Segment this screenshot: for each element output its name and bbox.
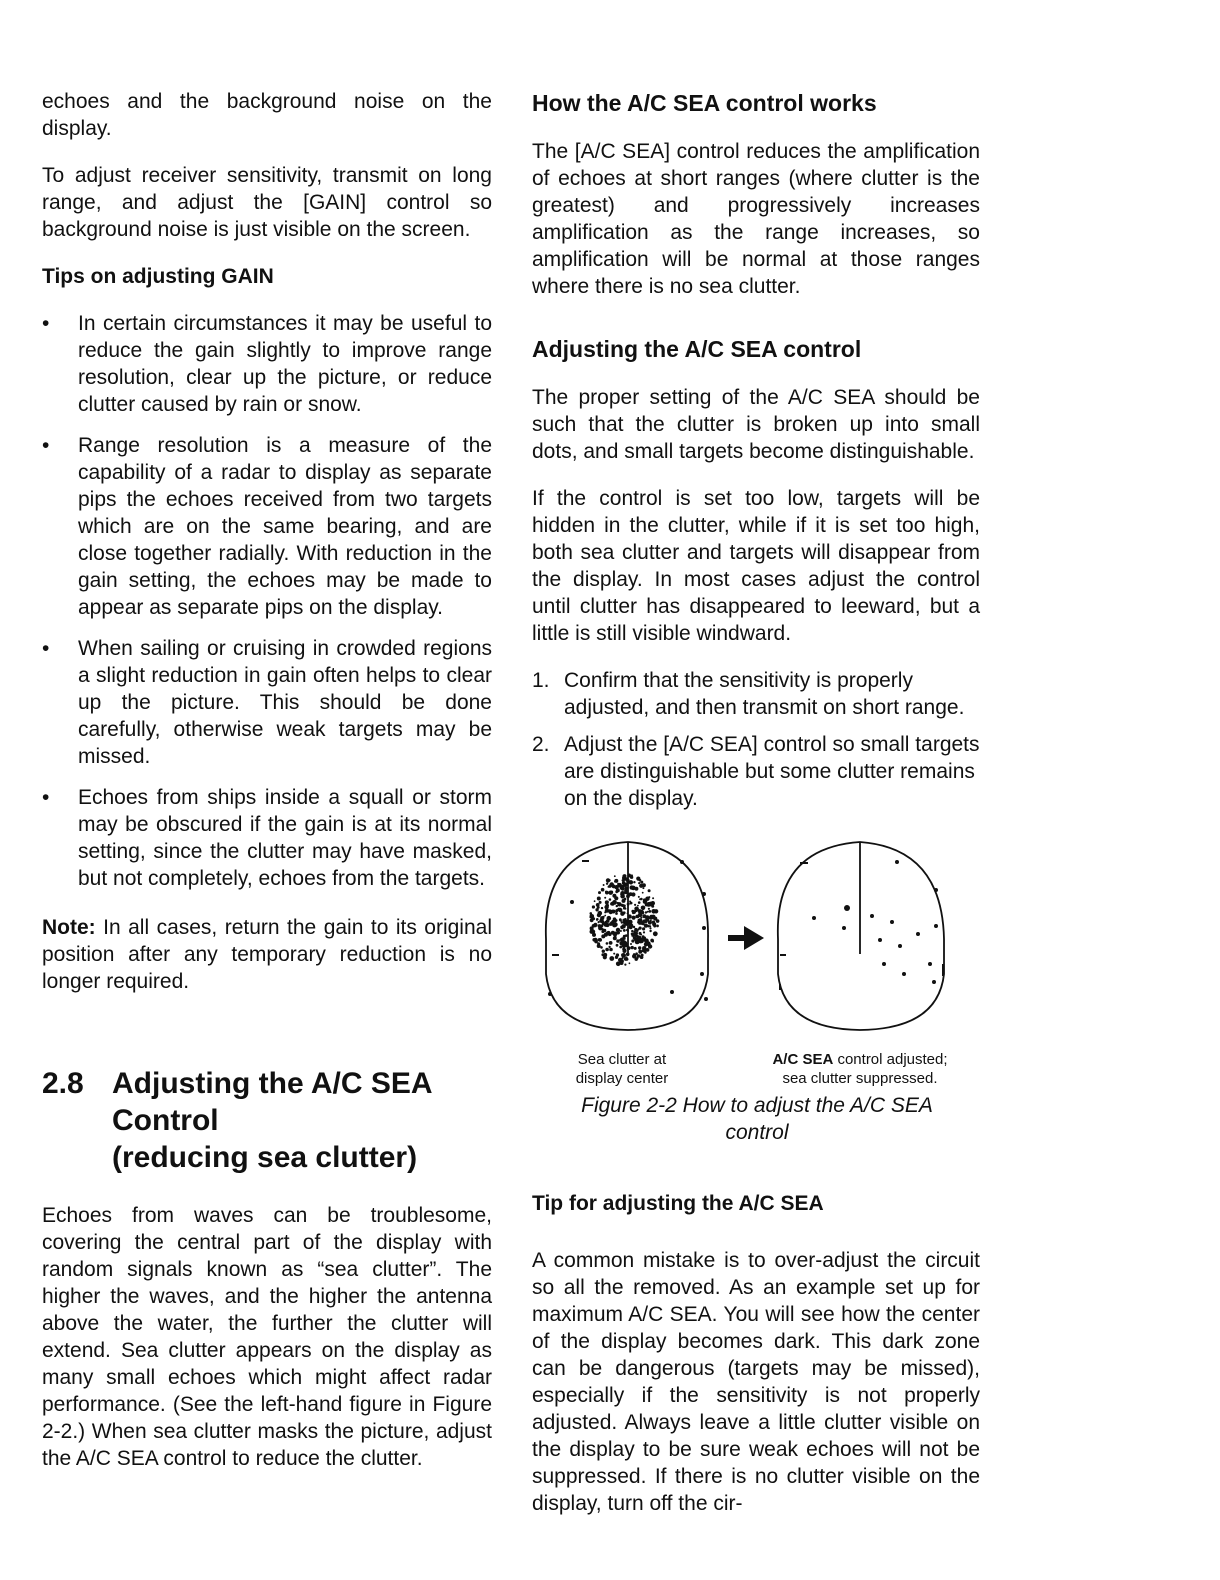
target-dot	[680, 860, 684, 864]
clutter-dot	[613, 932, 618, 937]
list-item	[532, 731, 980, 812]
figure-caption: Figure 2-2 How to adjust the A/C SEA control	[581, 1094, 933, 1144]
section-body: Echoes from waves can be troublesome, covering the central part of the display with random signals known as “sea clutter”. The higher the waves, and the higher the antenna above the water, the further the clutter will extend. Sea clutter appears on the display as many small echoes which might affect radar performance. (See the left-hand figure in Figure 2-2.) When sea clutter masks the picture, adjust the A/C SEA control to reduce the clutter.	[42, 1204, 492, 1470]
clutter-dot	[641, 906, 646, 911]
clutter-dot	[629, 962, 631, 964]
list-item: • When sailing or cruising in crowded regions a slight reduction in gain often helps to clear up the picture. This should be done carefully, otherwise weak targets may be missed.	[42, 635, 492, 770]
clutter-dot	[620, 886, 625, 891]
clutter-dot	[621, 924, 625, 928]
clutter-dot	[615, 912, 618, 915]
clutter-dot	[656, 919, 660, 923]
tip-heading: Tip for adjusting the A/C SEA	[532, 1192, 824, 1215]
clutter-dot	[608, 933, 612, 937]
radar-display-after	[778, 842, 944, 1030]
step-text: Confirm that the sensitivity is properly adjusted, and then transmit on short range.	[564, 669, 965, 719]
steps-list	[532, 667, 980, 812]
clutter-dot	[645, 903, 648, 906]
clutter-dot	[638, 946, 641, 949]
clutter-dot	[631, 946, 634, 949]
tips-gain-heading: Tips on adjusting GAIN	[42, 265, 274, 288]
note-paragraph	[42, 914, 492, 995]
clutter-dot	[612, 885, 616, 889]
clutter-dot	[628, 914, 632, 918]
clutter-dot	[653, 933, 655, 935]
clutter-dot	[633, 953, 636, 956]
clutter-dot	[608, 946, 610, 948]
clutter-dot	[592, 933, 596, 937]
clutter-dot	[627, 947, 629, 949]
right-column	[532, 88, 980, 1537]
section-title-line: (reducing sea clutter)	[112, 1141, 418, 1174]
clutter-dot	[625, 908, 627, 910]
clutter-dot	[646, 915, 648, 917]
clutter-dot	[648, 908, 650, 910]
clutter-dot	[641, 954, 644, 957]
clutter-dot	[604, 915, 606, 917]
clutter-dot	[594, 900, 596, 902]
clutter-dot	[616, 953, 619, 956]
clutter-dot	[630, 943, 632, 945]
clutter-dot	[624, 964, 626, 966]
clutter-dot	[636, 909, 639, 912]
clutter-dot	[622, 881, 626, 885]
clutter-dot	[651, 915, 656, 920]
clutter-dot	[640, 939, 644, 943]
clutter-dot	[617, 902, 621, 906]
clutter-dot	[601, 920, 604, 923]
clutter-dot	[639, 950, 642, 953]
clutter-dot	[605, 891, 609, 895]
tip-body: A common mistake is to over-adjust the circuit so all the removed. As an example set up for maximum A/C SEA. You will see how the center of the display becomes dark. This dark zone can be dangerous (targets may be missed), especially if the sensitivity is not properly adjusted. Always leave a little clutter visible on the display to be sure weak echoes will not be suppressed. If there is no clutter visible on the display, turn off the cir-	[532, 1249, 980, 1515]
clutter-dot	[648, 896, 650, 898]
clutter-dot	[634, 904, 636, 906]
clutter-dot	[609, 956, 614, 961]
clutter-dot	[648, 944, 652, 948]
figure-2-2	[532, 824, 980, 1184]
note-label: Note:	[42, 916, 96, 939]
clutter-dot	[590, 928, 593, 931]
clutter-dot	[611, 910, 614, 913]
target-dot	[702, 926, 706, 930]
sea-clutter-pattern	[548, 860, 708, 1001]
clutter-dot	[631, 935, 633, 937]
clutter-dot	[612, 900, 617, 905]
clutter-dot	[627, 903, 630, 906]
clutter-dot	[604, 897, 606, 899]
clutter-dot	[624, 957, 628, 961]
clutter-dot	[602, 950, 605, 953]
clutter-dot	[641, 949, 644, 952]
clutter-dot	[649, 927, 651, 929]
clutter-dot	[651, 940, 654, 943]
clutter-dot	[600, 946, 603, 949]
clutter-dot	[644, 942, 648, 946]
intro-paragraph: echoes and the background noise on the display.	[42, 90, 492, 140]
target-dot	[548, 992, 552, 996]
clutter-dot	[595, 908, 598, 911]
clutter-dot	[620, 930, 622, 932]
clutter-dot	[627, 913, 629, 915]
clutter-dot	[602, 916, 604, 918]
clutter-dot	[631, 930, 633, 932]
clutter-dot	[621, 911, 624, 914]
clutter-dot	[609, 898, 612, 901]
clutter-dot	[626, 929, 628, 931]
clutter-dot	[613, 953, 615, 955]
clutter-dot	[642, 892, 644, 894]
clutter-dot	[630, 885, 634, 889]
step-number: 1.	[532, 669, 550, 692]
target-dot	[700, 972, 704, 976]
clutter-dot	[609, 948, 613, 952]
section-number: 2.8	[42, 1067, 84, 1100]
clutter-dot	[596, 903, 600, 907]
clutter-dot	[648, 902, 653, 907]
clutter-dot	[633, 881, 635, 883]
sensitivity-paragraph: To adjust receiver sensitivity, transmit on long range, and adjust the [GAIN] control so background noise is just visible on the screen.	[42, 164, 492, 241]
clutter-dot	[626, 882, 628, 884]
clutter-dot	[640, 934, 642, 936]
clutter-dot	[625, 887, 628, 890]
clutter-dot	[598, 924, 602, 928]
clutter-dot	[621, 921, 623, 923]
clutter-dot	[630, 902, 632, 904]
list-item: • In certain circumstances it may be useful to reduce the gain slightly to improve range resolution, clear up the picture, or reduce clutter caused by rain or snow.	[42, 310, 492, 418]
clutter-dot	[623, 948, 626, 951]
target-dot	[552, 954, 559, 956]
clutter-dot	[645, 919, 648, 922]
clutter-dot	[623, 929, 626, 932]
clutter-dot	[608, 879, 610, 881]
how-it-works-paragraph: The [A/C SEA] control reduces the amplification of echoes at short ranges (where clutter is the greatest) and progressively increases amplification as the range increases, so amplification will be normal at those ranges where there is no sea clutter.	[532, 140, 980, 298]
clutter-dot	[634, 947, 637, 950]
clutter-dot	[616, 944, 619, 947]
radar-illustration	[532, 824, 980, 1044]
clutter-dot	[626, 884, 628, 886]
clutter-dot	[629, 892, 633, 896]
clutter-dot	[638, 882, 640, 884]
list-item: • Echoes from ships inside a squall or storm may be obscured if the gain is at its normal setting, since the clutter may have masked, but not completely, echoes from the targets.	[42, 784, 492, 892]
clutter-dot	[619, 946, 622, 949]
clutter-dot	[592, 905, 595, 908]
clutter-dot	[638, 896, 640, 898]
clutter-dot	[644, 924, 648, 928]
section-title-line: Control	[112, 1104, 219, 1137]
clutter-dot	[599, 901, 602, 904]
clutter-dot	[601, 930, 604, 933]
clutter-dot	[601, 888, 605, 892]
clutter-dot	[623, 904, 626, 907]
target-dot	[702, 892, 706, 896]
clutter-dot	[639, 921, 643, 925]
clutter-dot	[601, 953, 604, 956]
target-dot	[704, 997, 708, 1001]
clutter-dot	[601, 907, 603, 909]
clutter-dot	[592, 938, 596, 942]
target-dot	[582, 860, 589, 862]
clutter-dot	[616, 929, 619, 932]
clutter-dot	[625, 934, 628, 937]
clutter-dot	[606, 942, 609, 945]
clutter-dot	[649, 925, 651, 927]
clutter-dot	[614, 875, 616, 877]
section-title-line: Adjusting the A/C SEA	[112, 1067, 433, 1100]
clutter-dot	[638, 901, 641, 904]
clutter-dot	[644, 951, 647, 954]
clutter-dot	[634, 887, 638, 891]
clutter-dot	[628, 876, 630, 878]
clutter-dot	[648, 889, 651, 892]
clutter-dot	[615, 910, 618, 913]
clutter-dot	[649, 930, 651, 932]
clutter-dot	[636, 877, 640, 881]
clutter-dot	[621, 953, 624, 956]
clutter-dot	[654, 911, 656, 913]
clutter-dot	[608, 885, 611, 888]
clutter-dot	[603, 884, 605, 886]
clutter-dot	[590, 912, 593, 915]
clutter-dot	[614, 879, 618, 883]
clutter-dot	[632, 916, 636, 920]
clutter-dot	[605, 948, 609, 952]
control-level-paragraph: If the control is set too low, targets will be hidden in the clutter, while if it is set too high, both sea clutter and targets will disappear from the display. In most cases adjust the control until clutter has disappeared to leeward, but a little is still visible windward.	[532, 487, 980, 645]
clutter-dot	[637, 905, 639, 907]
clutter-dot	[627, 879, 629, 881]
clutter-dot	[626, 945, 628, 947]
clutter-dot	[642, 883, 646, 887]
targets-after	[779, 860, 944, 990]
clutter-dot	[642, 927, 645, 930]
clutter-dot	[639, 898, 641, 900]
clutter-dot	[597, 942, 600, 945]
clutter-dot	[616, 962, 621, 967]
clutter-dot	[593, 923, 597, 927]
clutter-dot	[589, 916, 591, 918]
section-heading	[42, 1065, 492, 1176]
clutter-dot	[622, 899, 626, 903]
clutter-dot	[607, 924, 609, 926]
clutter-dot	[637, 936, 641, 940]
clutter-dot	[631, 874, 633, 876]
gain-tips-list	[42, 310, 492, 892]
clutter-dot	[653, 925, 656, 928]
clutter-dot	[612, 920, 615, 923]
clutter-dot	[635, 941, 638, 944]
clutter-dot	[597, 913, 601, 917]
proper-setting-paragraph: The proper setting of the A/C SEA should be such that the clutter is broken up into small dots, and small targets become distinguishable.	[532, 386, 980, 463]
clutter-dot	[597, 938, 600, 941]
clutter-dot	[598, 891, 601, 894]
clutter-dot	[596, 918, 599, 921]
step-number: 2.	[532, 733, 550, 756]
target-dot	[670, 990, 674, 994]
clutter-dot	[645, 911, 647, 913]
adjusting-heading: Adjusting the A/C SEA control	[532, 336, 862, 362]
clutter-dot	[648, 910, 651, 913]
clutter-dot	[656, 925, 659, 928]
clutter-dot	[607, 916, 612, 921]
clutter-dot	[642, 914, 646, 918]
note-text: In all cases, return the gain to its original position after any temporary reduction is no longer required.	[42, 916, 492, 993]
step-text: Adjust the [A/C SEA] control so small targets are distinguishable but some clutter remains on the display.	[564, 733, 980, 810]
target-dot	[570, 900, 574, 904]
clutter-dot	[606, 908, 608, 910]
clutter-dot	[624, 941, 627, 944]
clutter-dot	[652, 897, 654, 899]
clutter-dot	[597, 897, 601, 901]
clutter-dot	[629, 923, 633, 927]
right-figure-caption: A/C SEA control adjusted; sea clutter suppressed.	[772, 1051, 948, 1087]
clutter-dot	[619, 941, 624, 946]
clutter-dot	[608, 891, 612, 895]
clutter-dot	[606, 883, 608, 885]
clutter-dot	[607, 901, 609, 903]
clutter-dot	[604, 905, 608, 909]
left-figure-caption: Sea clutter at display center	[575, 1051, 669, 1087]
clutter-dot	[643, 931, 645, 933]
clutter-dot	[615, 890, 618, 893]
list-item	[532, 667, 980, 721]
left-column	[42, 88, 492, 1492]
clutter-dot	[637, 928, 639, 930]
clutter-dot	[648, 920, 652, 924]
clutter-dot	[605, 921, 607, 923]
clutter-dot	[614, 896, 618, 900]
arrow-icon	[728, 926, 764, 950]
clutter-dot	[626, 952, 630, 956]
clutter-dot	[620, 893, 622, 895]
clutter-dot	[609, 941, 613, 945]
list-item: • Range resolution is a measure of the capability of a radar to display as separate pips the echoes received from two targets which are on the same bearing, and are close together radially. With reduction in the gain setting, the echoes may be made to appear as separate pips on the display.	[42, 432, 492, 621]
clutter-dot	[604, 933, 608, 937]
how-it-works-heading: How the A/C SEA control works	[532, 90, 877, 116]
clutter-dot	[642, 887, 644, 889]
clutter-dot	[635, 915, 639, 919]
